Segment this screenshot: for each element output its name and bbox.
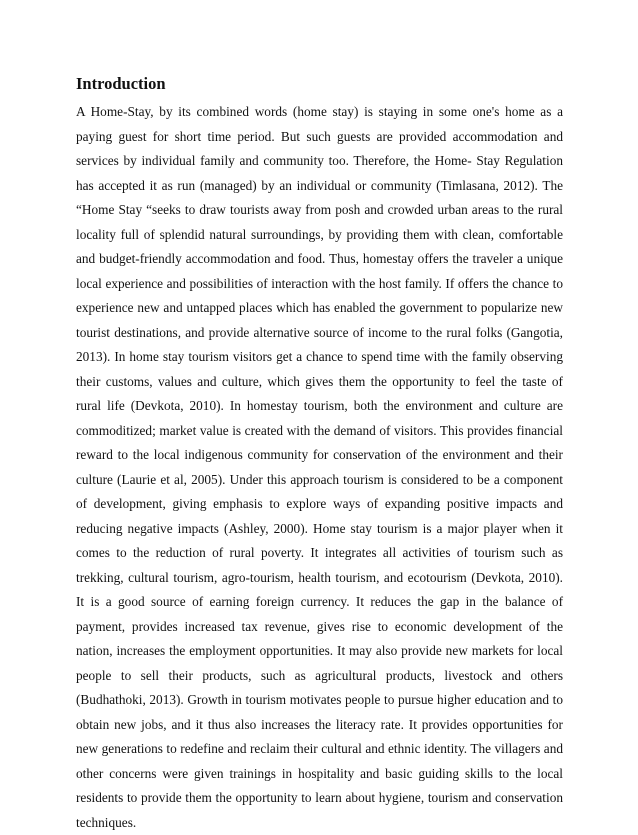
section-heading: Introduction	[76, 74, 166, 93]
body-paragraph: A Home-Stay, by its combined words (home stay) is staying in some one's home as a paying guest for short time period. But such guests are provided accommodation and services by individual family and community too. Therefore, the Home- Stay Regulation has accepted it as run (managed) by an individual or community (Timlasana, 2012). The “Home Stay “seeks to draw tourists away from posh and crowded urban areas to the rural locality full of splendid natural surroundings, by providing them with clean, comfortable and budget-friendly accommodation and food. Thus, homestay offers the traveler a unique local experience and possibilities of interaction with the host family. If offers the chance to experience new and untapped places which has enabled the government to popularize new tourist destinations, and provide alternative source of income to the rural folks (Gangotia, 2013). In home stay tourism visitors get a chance to spend time with the family observing their customs, values and culture, which gives them the opportunity to feel the taste of rural life (Devkota, 2010). In homestay tourism, both the environment and culture are commoditized; market value is created with the demand of visitors. This provides financial reward to the local indigenous community for conservation of the environment and their culture (Laurie et al, 2005). Under this approach tourism is considered to be a component of development, giving emphasis to explore ways of expanding positive impacts and reducing negative impacts (Ashley, 2000). Home stay tourism is a major player when it comes to the reduction of rural poverty. It integrates all activities of tourism such as trekking, cultural tourism, agro-tourism, health tourism, and ecotourism (Devkota, 2010). It is a good source of earning foreign currency. It reduces the gap in the balance of payment, provides increased tax revenue, gives rise to economic development of the nation, increases the employment opportunities. It may also provide new markets for local people to sell their products, such as agricultural products, livestock and others (Budhathoki, 2013). Growth in tourism motivates people to pursue higher education and to obtain new jobs, and it thus also increases the literacy rate. It provides opportunities for new generations to redefine and reclaim their cultural and ethnic identity. The villagers and other concerns were given trainings in hospitality and basic guiding skills to the local residents to provide them the opportunity to learn about hygiene, tourism and conservation techniques.	[76, 104, 563, 830]
